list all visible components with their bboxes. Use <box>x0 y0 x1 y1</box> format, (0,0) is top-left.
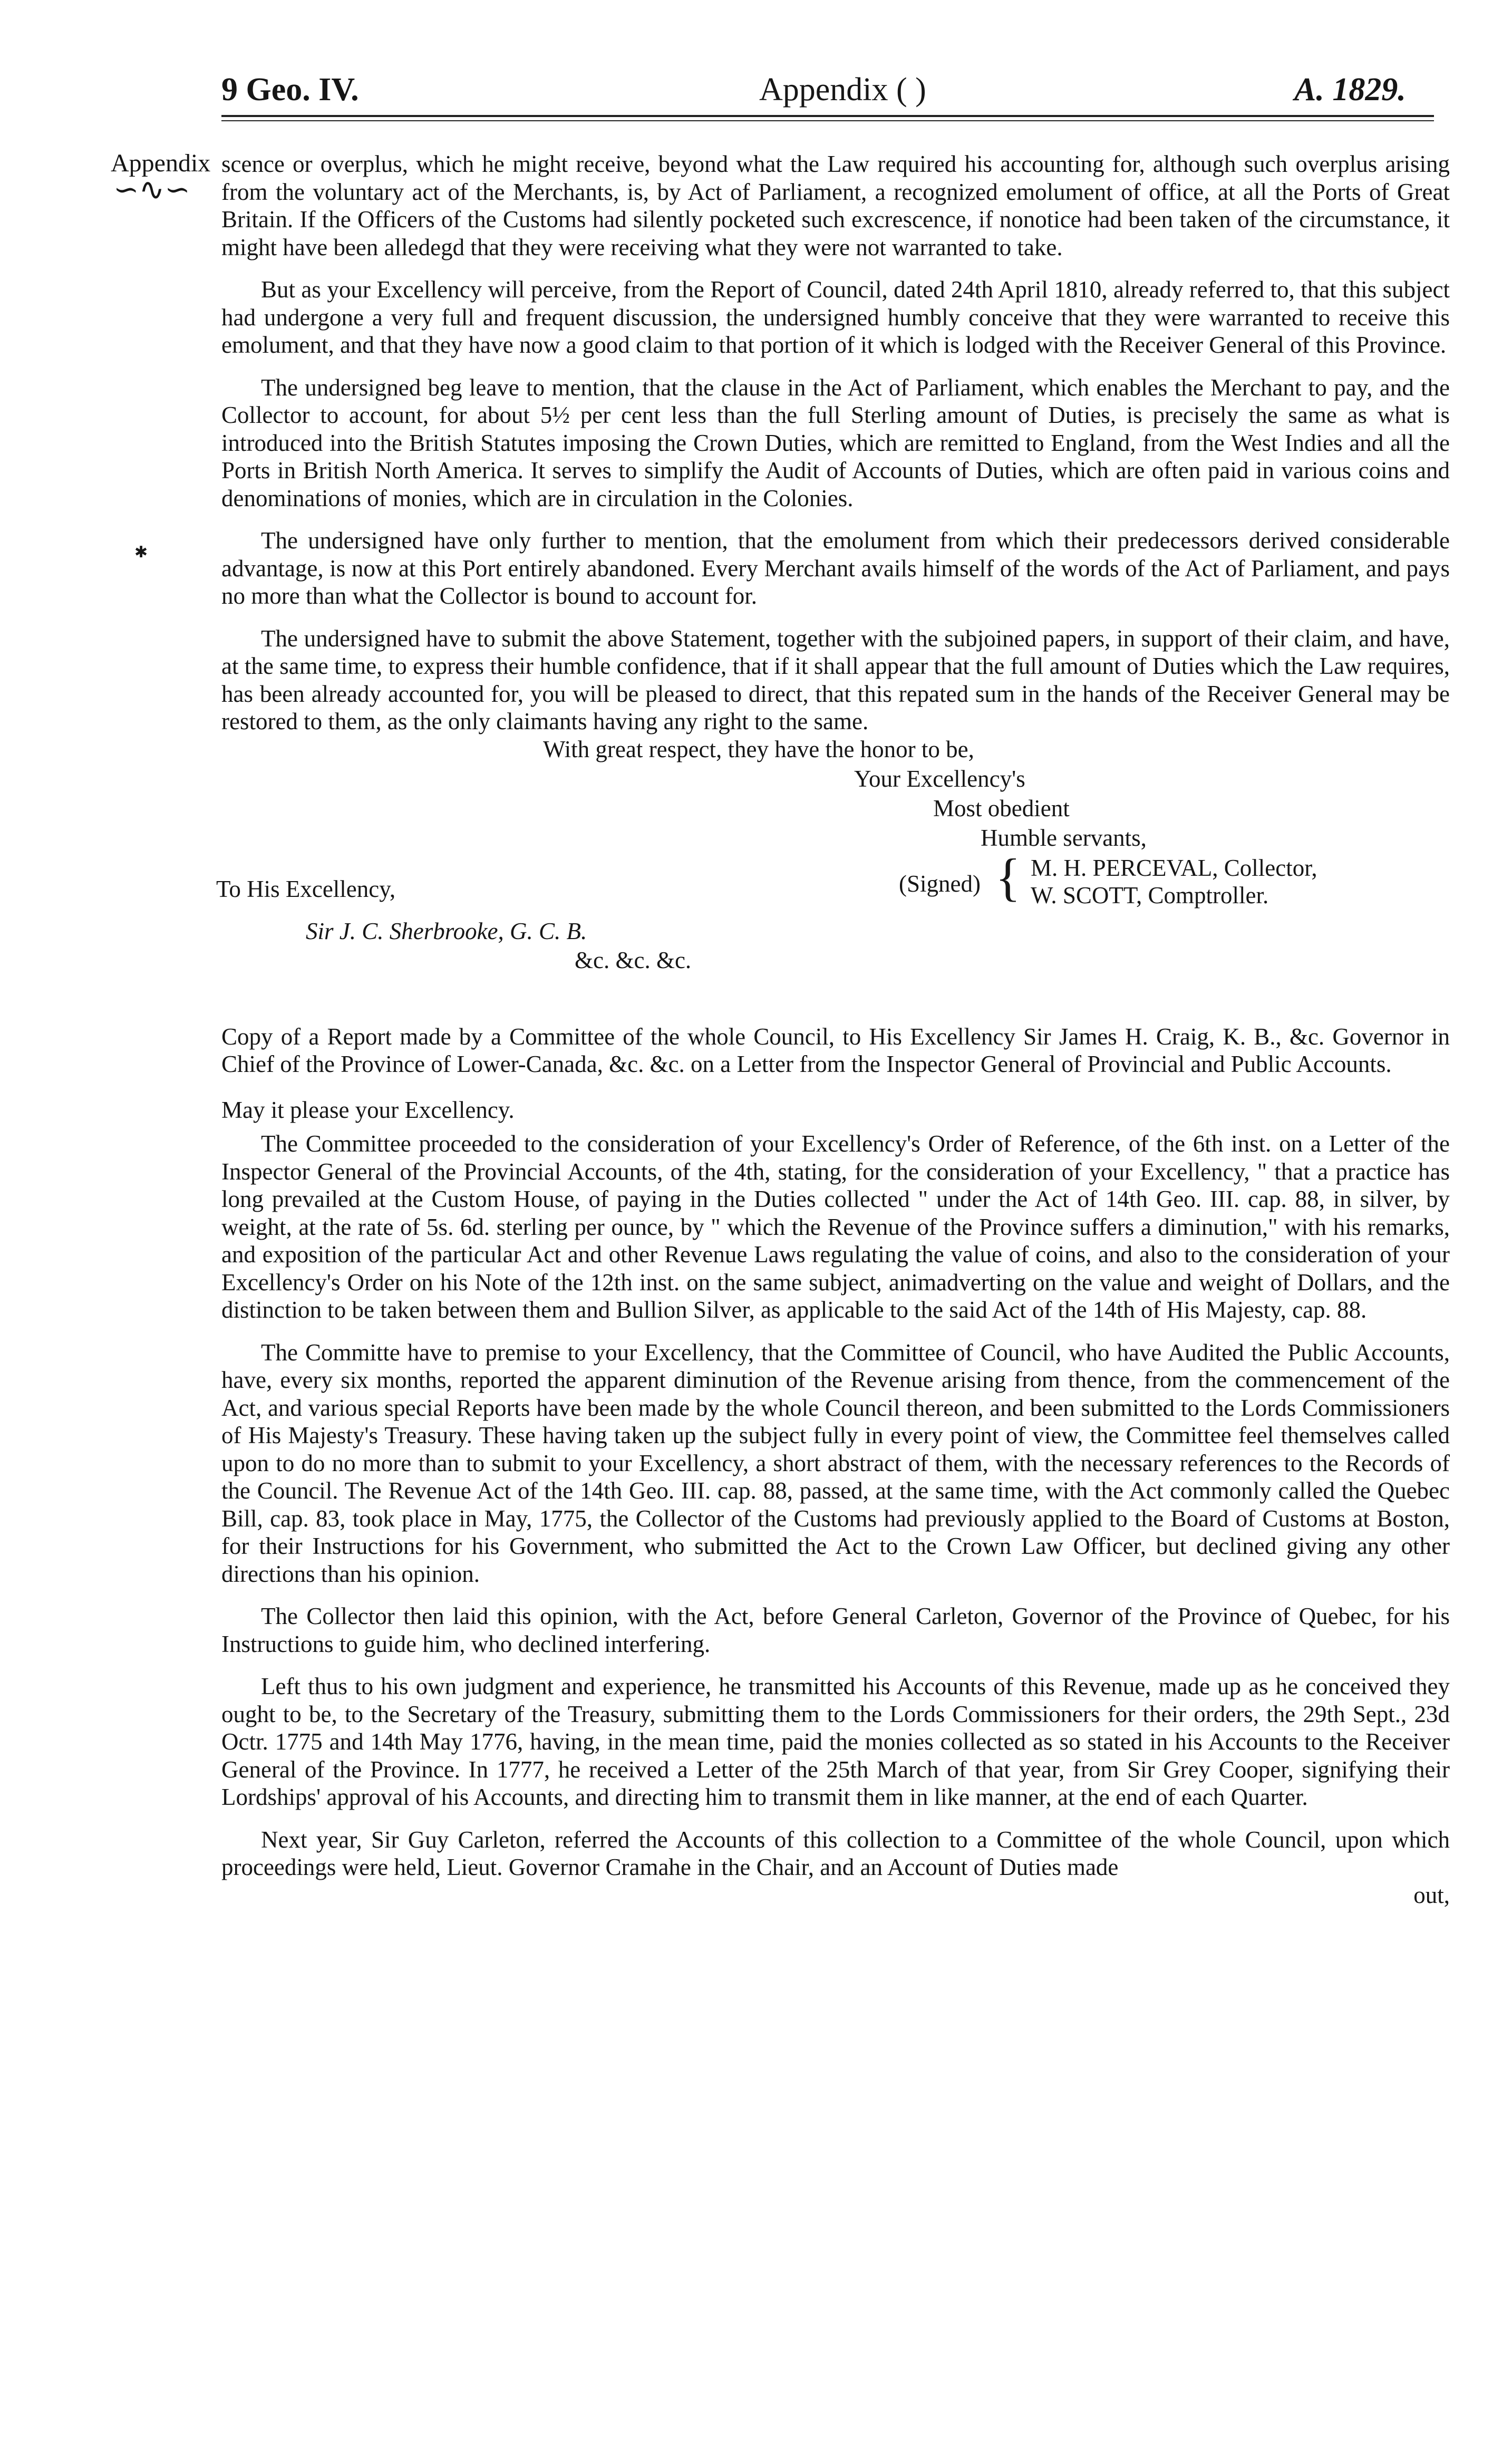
paragraph: But as your Excellency will perceive, from the Report of Council, dated 24th April 1810, already referred to, that this subject had undergone a very full and frequent discussion, the undersigned humbly conceive that they were warranted to receive this emolument, and that they have now a good claim to that portion of it which is lodged with the Receiver General of this Province. <box>221 276 1450 358</box>
paragraph: The undersigned have only further to mention, that the emolument from which their predecessors derived considerable advantage, is now at this Port entirely abandoned. Every Merchant avails himself of the words of the Act of Parliament, and pays no more than what the Collector is bound to account for. <box>221 527 1450 609</box>
addressee-block <box>216 875 1450 1033</box>
running-head-year: A. 1829. <box>1294 72 1406 108</box>
running-head-regnal-year: 9 Geo. IV. <box>221 72 359 108</box>
document-body <box>216 150 1450 1909</box>
closing-respect: With great respect, they have the honor to be, <box>543 736 974 762</box>
paragraph: Left thus to his own judgment and experience, he transmitted his Accounts of this Revenue, made up as he conceived they ought to be, to the Secretary of the Treasury, submitting them to the Lords Commissioners for their orders, the 29th Sept., 23d Octr. 1775 and 14th May 1776, having, in the mean time, paid the monies collected as so stated in his Accounts to the Receiver General of the Province. In 1777, he received a Letter of the 25th March of that year, from Sir Grey Cooper, signifying their Lordships' approval of his Accounts, and directing him to transmit them in like manner, at the end of each Quarter. <box>221 1673 1450 1810</box>
addressee-name: Sir J. C. Sherbrooke, G. C. B. <box>306 917 587 944</box>
signer-comptroller: W. SCOTT, Comptroller. <box>1031 882 1269 909</box>
catchword: out, <box>1413 1881 1450 1908</box>
signed-label: (Signed) <box>899 870 981 897</box>
closing-excellency: Your Excellency's <box>854 765 1025 792</box>
header-rule <box>221 115 1434 121</box>
signer-collector: M. H. PERCEVAL, Collector, <box>1031 854 1317 881</box>
paragraph: The Committee proceeded to the consideration of your Excellency's Order of Reference, of the 6th inst. on a Letter of the Inspector General of the Provincial Accounts, of the 4th, stating, for the consideration of your Excellency, " that a practice has long prevailed at the Custom House, of paying in the Duties collected " under the Act of 14th Geo. III. cap. 88, in silver, by weight, at the rate of 5s. 6d. sterling per ounce, by " which the Revenue of the Province suffers a diminution," with his remarks, and exposition of the particular Act and other Revenue Laws regulating the value of coins, and also to the consideration of your Excellency's Order on his Note of the 12th inst. on the same subject, animadverting on the value and weight of Dollars, and the distinction to be taken between them and Bullion Silver, as applicable to the said Act of the 14th of His Majesty, cap. 88. <box>221 1130 1450 1323</box>
margin-note-appendix: Appendix <box>111 149 211 177</box>
paragraph: The Committe have to premise to your Excellency, that the Committee of Council, who have Audited the Public Accounts, have, every six months, reported the apparent diminution of the Revenue arising from thence, from the commencement of the Act, and various special Reports have been made by the whole Council thereon, and been submitted to the Lords Commissioners of His Majesty's Treasury. These having taken up the subject fully in every point of view, the Committee feel themselves called upon to do no more than to submit to your Excellency, a short abstract of them, with the necessary references to the Records of the Council. The Revenue Act of the 14th Geo. III. cap. 88, passed, at the same time, with the Act commonly called the Quebec Bill, cap. 83, took place in May, 1775, the Collector of the Customs had previously applied to the Board of Customs at Boston, for their Instructions for his Government, who submitted the Act to the Crown Law Officer, but declined giving any other directions than his opinion. <box>221 1339 1450 1587</box>
paragraph: The Collector then laid this opinion, with the Act, before General Carleton, Governor of the Province of Quebec, for his Instructions to guide him, who declined interfering. <box>221 1603 1450 1657</box>
salutation: May it please your Excellency. <box>221 1096 515 1123</box>
letter-closing <box>221 736 1450 854</box>
paragraph: Next year, Sir Guy Carleton, referred the Accounts of this collection to a Committee of the whole Council, upon which proceedings were held, Lieut. Governor Cramahe in the Chair, and an Account of Duties made <box>221 1826 1450 1880</box>
addressee-title: To His Excellency, <box>216 875 396 902</box>
printer-mark-icon: ✱ <box>134 544 148 561</box>
paragraph: scence or overplus, which he might receive, beyond what the Law required his accounting for, although such overplus arising from the voluntary act of the Merchants, is, by Act of Parliament, a recognized emolument of office, at all the Ports of Great Britain. If the Officers of the Customs had silently pocketed such excrescence, if nonotice had been taken of the circumstance, it might have been alledegd that they were receiving what they were not warranted to take. <box>221 151 1450 260</box>
report-title: Copy of a Report made by a Committee of the whole Council, to His Excellency Sir James H. Craig, K. B., &c. Governor in Chief of the Province of Lower-Canada, &c. &c. on a Letter from the Inspector General of Provincial and Public Accounts. <box>221 1023 1450 1077</box>
brace-icon: { <box>995 847 1021 906</box>
paragraph: The undersigned beg leave to mention, that the clause in the Act of Parliament, which enables the Merchant to pay, and the Collector to account, for about 5½ per cent less than the full Sterling amount of Duties, is precisely the same as what is introduced into the British Statutes imposing the Crown Duties, which are remitted to England, from the West Indies and all the Ports in British North America. It serves to simplify the Audit of Accounts of Duties, which are often paid in various coins and denominations of monies, which are in circulation in the Colonies. <box>221 374 1450 511</box>
closing-obedient: Most obedient <box>933 795 1070 822</box>
margin-flourish-icon: ∽∿∽ <box>113 172 190 207</box>
addressee-etc: &c. &c. &c. <box>575 946 692 973</box>
paragraph: The undersigned have to submit the above Statement, together with the subjoined papers, in support of their claim, and have, at the same time, to express their humble confidence, that if it shall appear that the full amount of Duties which the Law requires, has been already accounted for, you will be pleased to direct, that this repated sum in the hands of the Receiver General may be restored to them, as the only claimants having any right to the same. <box>221 625 1450 735</box>
closing-servants: Humble servants, <box>981 824 1147 851</box>
running-head-appendix: Appendix ( ) <box>759 72 926 108</box>
